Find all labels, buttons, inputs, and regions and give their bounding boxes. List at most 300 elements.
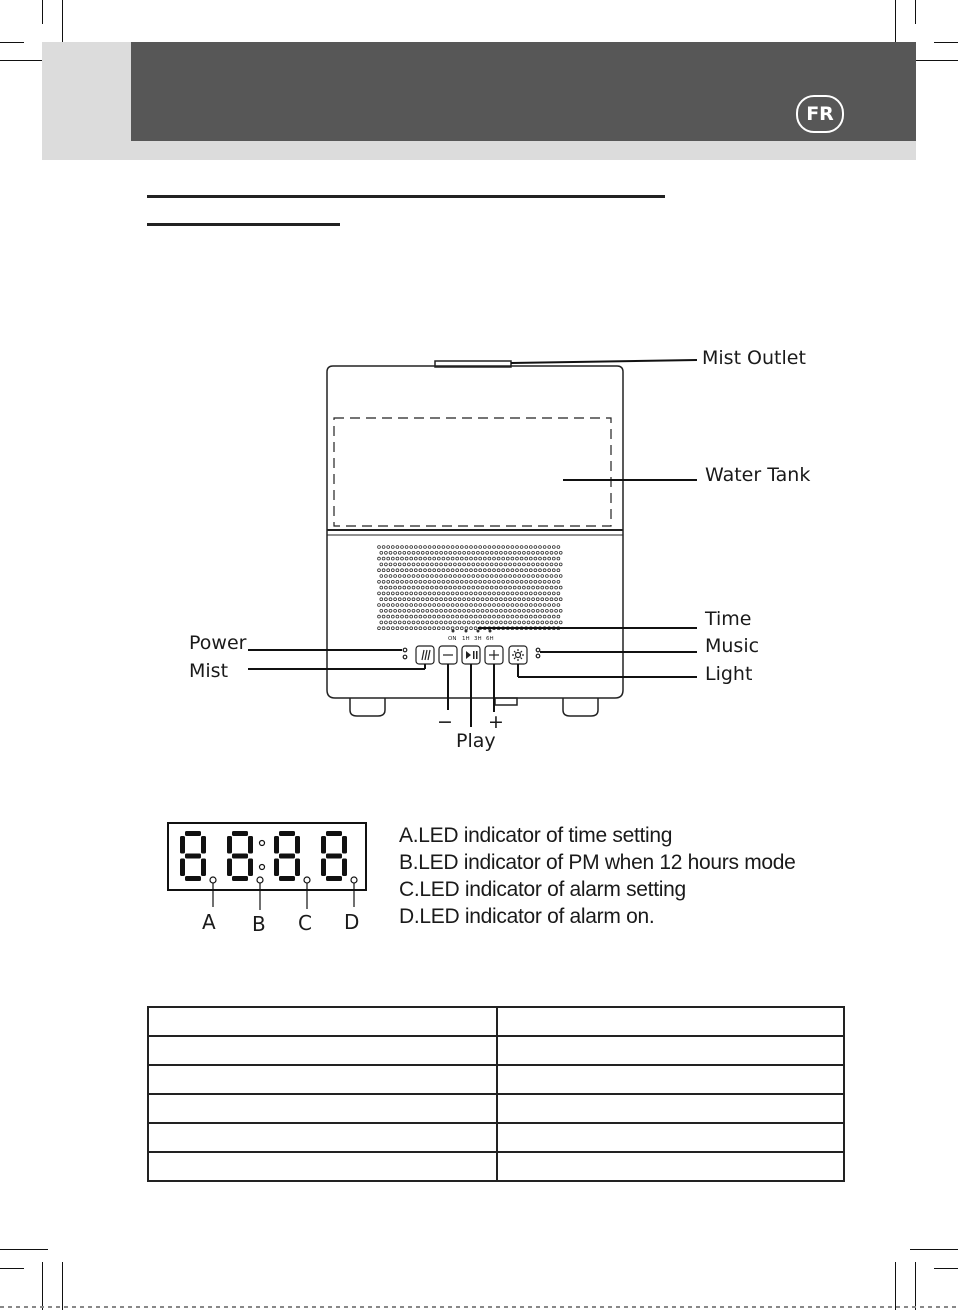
grille-dot: [417, 598, 420, 601]
grille-dot: [424, 604, 427, 607]
grille-dot: [488, 580, 491, 583]
digit-segment: [185, 854, 201, 859]
grille-dot: [465, 580, 468, 583]
grille-dot: [431, 598, 434, 601]
table-cell: [497, 1123, 844, 1152]
grille-dot: [460, 569, 463, 572]
grille-dot: [493, 569, 496, 572]
grille-dot: [525, 569, 528, 572]
grille-dot: [534, 615, 537, 618]
grille-dot: [419, 557, 422, 560]
timer-led: [489, 630, 492, 633]
grille-dot: [523, 609, 526, 612]
grille-dot: [405, 615, 408, 618]
crop-mark: [934, 1268, 958, 1269]
grille-dot: [380, 551, 383, 554]
grille-dot: [387, 592, 390, 595]
grille-dot: [497, 592, 500, 595]
play-pause-icon: [466, 651, 471, 659]
grille-dot: [451, 615, 454, 618]
grille-dot: [401, 615, 404, 618]
grille-dot: [518, 563, 521, 566]
grille-dot: [389, 609, 392, 612]
grille-dot: [518, 598, 521, 601]
grille-dot: [426, 609, 429, 612]
grille-dot: [424, 569, 427, 572]
grille-dot: [518, 609, 521, 612]
grille-dot: [451, 627, 454, 630]
grille-dot: [520, 569, 523, 572]
grille-dot: [525, 592, 528, 595]
grille-dot: [414, 627, 417, 630]
grille-dot: [497, 615, 500, 618]
grille-dot: [495, 575, 498, 578]
grille-dot: [467, 621, 470, 624]
grille-dot: [479, 569, 482, 572]
grille-dot: [488, 615, 491, 618]
grille-dot: [557, 546, 560, 549]
grille-dot: [525, 557, 528, 560]
grille-dot: [412, 609, 415, 612]
grille-dot: [557, 592, 560, 595]
grille-dot: [513, 621, 516, 624]
grille-dot: [477, 598, 480, 601]
grille-dot: [520, 546, 523, 549]
grille-dot: [417, 563, 420, 566]
grille-dot: [403, 575, 406, 578]
grille-dot: [527, 586, 530, 589]
grille-dot: [424, 615, 427, 618]
grille-dot: [410, 592, 413, 595]
grille-dot: [435, 563, 438, 566]
callout-light: Light: [705, 663, 753, 685]
grille-dot: [518, 621, 521, 624]
grille-dot: [532, 575, 535, 578]
grille-dot: [470, 557, 473, 560]
grille-dot: [387, 569, 390, 572]
grille-dot: [529, 615, 532, 618]
grille-dot: [444, 609, 447, 612]
grille-dot: [456, 615, 459, 618]
grille-dot: [513, 575, 516, 578]
digit-segment: [201, 836, 206, 854]
digit-segment: [274, 859, 279, 877]
grille-dot: [483, 557, 486, 560]
spec-table: [147, 1006, 845, 1182]
grille-dot: [382, 604, 385, 607]
grille-dot: [394, 621, 397, 624]
grille-dot: [378, 615, 381, 618]
grille-dot: [486, 551, 489, 554]
grille-dot: [523, 621, 526, 624]
grille-dot: [396, 627, 399, 630]
seven-segment-digits: [180, 831, 347, 881]
grille-dot: [414, 580, 417, 583]
crop-mark: [0, 1268, 24, 1269]
grille-dot: [502, 546, 505, 549]
grille-dot: [421, 563, 424, 566]
grille-dot: [401, 592, 404, 595]
grille-dot: [435, 621, 438, 624]
grille-dot: [408, 621, 411, 624]
grille-dot: [525, 546, 528, 549]
grille-dot: [539, 615, 542, 618]
grille-dot: [442, 592, 445, 595]
grille-dot: [483, 569, 486, 572]
grille-dot: [428, 592, 431, 595]
grille-dot: [546, 621, 549, 624]
grille-dot: [483, 580, 486, 583]
grille-dot: [412, 598, 415, 601]
table-cell: [497, 1007, 844, 1036]
grille-dot: [378, 604, 381, 607]
grille-dot: [431, 551, 434, 554]
grille-dot: [534, 546, 537, 549]
grille-dot: [458, 621, 461, 624]
grille-dot: [456, 580, 459, 583]
grille-dot: [447, 592, 450, 595]
grille-dot: [467, 586, 470, 589]
grille-dot: [523, 586, 526, 589]
grille-dot: [410, 557, 413, 560]
grille-dot: [502, 592, 505, 595]
table-cell: [148, 1065, 497, 1094]
callout-time: Time: [705, 608, 752, 630]
grille-dot: [500, 575, 503, 578]
digit-segment: [185, 876, 201, 881]
grille-dot: [527, 575, 530, 578]
grille-dot: [552, 569, 555, 572]
grille-dot: [421, 575, 424, 578]
grille-dot: [447, 627, 450, 630]
grille-dot: [440, 563, 443, 566]
grille-dot: [396, 580, 399, 583]
grille-dot: [389, 551, 392, 554]
grille-dot: [532, 586, 535, 589]
grille-dot: [426, 563, 429, 566]
grille-dot: [557, 604, 560, 607]
timer-led: [465, 630, 468, 633]
grille-dot: [481, 598, 484, 601]
grille-dot: [433, 627, 436, 630]
grille-dot: [444, 575, 447, 578]
grille-dot: [442, 569, 445, 572]
grille-dot: [437, 580, 440, 583]
grille-dot: [465, 546, 468, 549]
grille-dot: [546, 551, 549, 554]
table-cell: [497, 1036, 844, 1065]
grille-dot: [417, 586, 420, 589]
grille-dot: [502, 604, 505, 607]
grille-dot: [483, 604, 486, 607]
grille-dot: [463, 586, 466, 589]
grille-dot: [440, 575, 443, 578]
grille-dot: [541, 551, 544, 554]
grille-dot: [385, 609, 388, 612]
timer-label: ON: [448, 636, 457, 642]
timer-label: 1H: [462, 636, 470, 642]
digit-segment: [295, 859, 300, 877]
grille-dot: [486, 598, 489, 601]
led-legend-item: A.LED indicator of time setting: [399, 824, 673, 847]
callout-water-tank: Water Tank: [705, 464, 811, 486]
grille-dot: [534, 592, 537, 595]
grille-dot: [433, 592, 436, 595]
grille-dot: [536, 563, 539, 566]
grille-dot: [548, 592, 551, 595]
grille-dot: [444, 598, 447, 601]
grille-dot: [470, 604, 473, 607]
led-legend-item: D.LED indicator of alarm on.: [399, 905, 655, 928]
grille-dot: [495, 598, 498, 601]
grille-dot: [511, 569, 514, 572]
grille-dot: [414, 604, 417, 607]
grille-dot: [442, 546, 445, 549]
music-led: [536, 648, 540, 652]
grille-dot: [504, 598, 507, 601]
digit-segment: [326, 876, 342, 881]
grille-dot: [520, 580, 523, 583]
grille-dot: [421, 598, 424, 601]
grille-dot: [401, 546, 404, 549]
crop-mark: [915, 1262, 916, 1310]
grille-dot: [497, 569, 500, 572]
grille-dot: [541, 609, 544, 612]
led-indicator-b: [257, 877, 263, 883]
grille-dot: [543, 604, 546, 607]
grille-dot: [500, 621, 503, 624]
grille-dot: [548, 615, 551, 618]
grille-dot: [458, 586, 461, 589]
callout-minus: −: [437, 711, 453, 733]
digit-segment: [274, 836, 279, 854]
grille-dot: [460, 546, 463, 549]
grille-dot: [543, 592, 546, 595]
led-letter-c: C: [298, 911, 312, 935]
grille-dot: [516, 592, 519, 595]
grille-dot: [447, 557, 450, 560]
grille-dot: [500, 598, 503, 601]
grille-dot: [511, 546, 514, 549]
grille-dot: [419, 569, 422, 572]
grille-dot: [470, 546, 473, 549]
grille-dot: [527, 551, 530, 554]
grille-dot: [385, 598, 388, 601]
grille-dot: [477, 609, 480, 612]
grille-dot: [465, 569, 468, 572]
grille-dot: [516, 546, 519, 549]
grille-dot: [391, 580, 394, 583]
grille-dot: [550, 598, 553, 601]
grille-dot: [479, 592, 482, 595]
grille-dot: [483, 592, 486, 595]
grille-dot: [437, 615, 440, 618]
grille-dot: [442, 580, 445, 583]
grille-dot: [410, 546, 413, 549]
grille-dot: [539, 569, 542, 572]
grille-dot: [504, 609, 507, 612]
grille-dot: [460, 592, 463, 595]
grille-dot: [414, 546, 417, 549]
grille-dot: [403, 563, 406, 566]
grille-dot: [495, 563, 498, 566]
language-badge: FR: [796, 95, 844, 133]
grille-dot: [403, 551, 406, 554]
grille-dot: [454, 586, 457, 589]
grille-dot: [465, 592, 468, 595]
led-indicator-d: [351, 877, 357, 883]
grille-dot: [467, 563, 470, 566]
grille-dot: [504, 586, 507, 589]
grille-dot: [534, 604, 537, 607]
grille-dot: [396, 604, 399, 607]
grille-dot: [454, 575, 457, 578]
grille-dot: [506, 592, 509, 595]
grille-dot: [555, 586, 558, 589]
grille-dot: [472, 598, 475, 601]
grille-dot: [467, 598, 470, 601]
grille-dot: [408, 598, 411, 601]
digit-segment: [279, 854, 295, 859]
grille-dot: [488, 546, 491, 549]
grille-dot: [559, 621, 562, 624]
power-led: [403, 655, 407, 659]
grille-dot: [546, 598, 549, 601]
grille-dot: [550, 586, 553, 589]
grille-dot: [481, 609, 484, 612]
digit-segment: [227, 859, 232, 877]
grille-dot: [421, 621, 424, 624]
grille-dot: [454, 598, 457, 601]
grille-dot: [467, 609, 470, 612]
grille-dot: [378, 546, 381, 549]
grille-dot: [435, 598, 438, 601]
digit-segment: [185, 831, 201, 836]
table-cell: [148, 1007, 497, 1036]
digit-segment: [279, 876, 295, 881]
colon-dot: [260, 841, 265, 846]
grille-dot: [529, 604, 532, 607]
grille-dot: [419, 580, 422, 583]
grille-dot: [555, 551, 558, 554]
grille-dot: [387, 615, 390, 618]
grille-dot: [417, 609, 420, 612]
grille-dot: [451, 604, 454, 607]
grille-dot: [435, 586, 438, 589]
grille-dot: [516, 557, 519, 560]
grille-dot: [504, 575, 507, 578]
grille-dot: [414, 592, 417, 595]
grille-dot: [394, 609, 397, 612]
grille-dot: [389, 586, 392, 589]
grille-dot: [534, 569, 537, 572]
grille-dot: [520, 592, 523, 595]
grille-dot: [412, 551, 415, 554]
grille-dot: [398, 621, 401, 624]
grille-dot: [548, 569, 551, 572]
grille-dot: [539, 557, 542, 560]
grille-dot: [497, 557, 500, 560]
grille-dot: [382, 615, 385, 618]
grille-dot: [456, 627, 459, 630]
grille-dot: [378, 557, 381, 560]
grille-dot: [463, 563, 466, 566]
grille-dot: [442, 615, 445, 618]
led-legend-item: C.LED indicator of alarm setting: [399, 878, 686, 901]
grille-dot: [460, 557, 463, 560]
crop-mark: [0, 1249, 48, 1250]
grille-dot: [559, 586, 562, 589]
grille-dot: [387, 627, 390, 630]
grille-dot: [440, 586, 443, 589]
grille-dot: [534, 557, 537, 560]
grille-dot: [495, 609, 498, 612]
callout-mist-outlet: Mist Outlet: [702, 347, 806, 369]
grille-dot: [548, 557, 551, 560]
grille-dot: [378, 569, 381, 572]
grille-dot: [536, 621, 539, 624]
grille-dot: [493, 580, 496, 583]
grille-dot: [527, 598, 530, 601]
grille-dot: [433, 615, 436, 618]
grille-dot: [520, 615, 523, 618]
grille-dot: [509, 609, 512, 612]
grille-dot: [396, 592, 399, 595]
table-row: [148, 1036, 844, 1065]
grille-dot: [405, 627, 408, 630]
led-letter-d: D: [344, 910, 360, 934]
digit-segment: [342, 859, 347, 877]
grille-dot: [449, 621, 452, 624]
grille-dot: [463, 621, 466, 624]
grille-dot: [424, 592, 427, 595]
grille-dot: [403, 621, 406, 624]
digit-segment: [180, 859, 185, 877]
grille-dot: [500, 551, 503, 554]
grille-dot: [516, 580, 519, 583]
grille-dot: [431, 609, 434, 612]
grille-dot: [382, 627, 385, 630]
grille-dot: [394, 575, 397, 578]
grille-dot: [509, 586, 512, 589]
digit-segment: [227, 836, 232, 854]
grille-dot: [520, 604, 523, 607]
crop-mark: [42, 1262, 43, 1310]
grille-dot: [493, 592, 496, 595]
grille-dot: [458, 575, 461, 578]
grille-dot: [428, 580, 431, 583]
grille-dot: [428, 546, 431, 549]
crop-mark: [895, 1262, 896, 1310]
grille-dot: [426, 575, 429, 578]
grille-dot: [536, 598, 539, 601]
grille-dot: [546, 609, 549, 612]
grille-dot: [490, 563, 493, 566]
grille-dot: [389, 563, 392, 566]
grille-dot: [550, 575, 553, 578]
grille-dot: [559, 563, 562, 566]
grille-dot: [408, 551, 411, 554]
grille-dot: [472, 575, 475, 578]
grille-dot: [405, 546, 408, 549]
grille-dot: [437, 546, 440, 549]
led-indicator-a: [210, 877, 216, 883]
grille-dot: [474, 615, 477, 618]
digit-segment: [279, 831, 295, 836]
grille-dot: [382, 569, 385, 572]
grille-dot: [474, 569, 477, 572]
grille-dot: [398, 586, 401, 589]
